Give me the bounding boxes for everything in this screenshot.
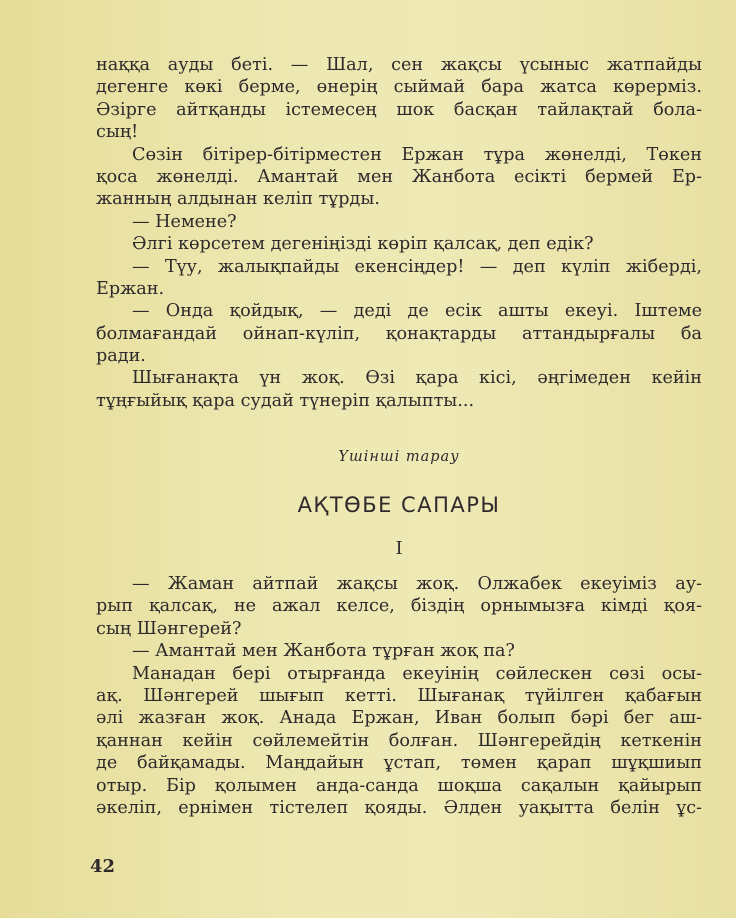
text-line: отыр. Бір қолымен анда-санда шоқша сақалын қайырып: [96, 775, 702, 796]
text-line: Шығанақта үн жоқ. Өзі қара кісі, әңгімеден кейін: [132, 368, 702, 389]
text-line: болмағандай ойнап-күліп, қонақтарды аттандырғалы ба: [96, 323, 702, 344]
chapter-label: Үшінші тарау: [338, 449, 460, 465]
text-line: Әзірге айтқанды істемесең шок басқан тайлақтай бола-: [96, 99, 702, 120]
text-line: ради.: [96, 346, 146, 367]
text-line: дегенге көкі берме, өнерің сыймай бара жатса көрерміз.: [96, 77, 702, 98]
body-text-top: [96, 54, 702, 412]
text-line: ақ. Шәнгерей шығып кетті. Шығанақ түйілген қабағын: [96, 685, 702, 706]
text-line: — Түу, жалықпайды екенсіңдер! — деп күліп жіберді,: [132, 256, 702, 277]
chapter-title: АҚТӨБЕ САПАРЫ: [297, 493, 501, 517]
text-line: рып қалсақ, не ажал келсе, біздің орнымызға кімді қоя-: [96, 596, 702, 617]
text-line: жанның алдынан келіп тұрды.: [96, 189, 380, 210]
text-line: — Онда қойдық, — деді де есік ашты екеуі. Іштеме: [132, 301, 702, 322]
text-line: қаннан кейін сөйлемейтін болған. Шәнгерейдің кеткенін: [96, 730, 702, 751]
text-line: әлі жазған жоқ. Анада Ержан, Иван болып бәрі бег аш-: [96, 708, 702, 729]
text-line: сың!: [96, 122, 139, 143]
text-line: әкеліп, ернімен тістелеп қояды. Әлден уақытта белін ұс-: [96, 797, 702, 818]
text-line: — Жаман айтпай жақсы жоқ. Олжабек екеуіміз ау-: [132, 574, 702, 594]
section-number: I: [395, 538, 403, 559]
text-line: Сөзін бітірер-бітірместен Ержан тұра жөнелді, Төкен: [132, 144, 702, 165]
text-line: Әлгі көрсетем дегеніңізді көріп қалсақ, деп едік?: [132, 234, 594, 255]
body-text-bottom: [96, 573, 702, 819]
text-line: де байқамады. Маңдайын ұстап, төмен қарап шұқшиып: [96, 753, 702, 774]
text-line: наққа ауды беті. — Шал, сен жақсы үсыныс жатпайды: [96, 55, 702, 75]
text-line: Манадан бері отырғанда екеуінің сөйлескен сөзі осы-: [132, 663, 702, 684]
text-line: Ержан.: [96, 278, 165, 299]
text-line: сың Шәнгерей?: [96, 618, 242, 639]
text-line: — Амантай мен Жанбота тұрған жоқ па?: [132, 641, 515, 662]
text-line: қоса жөнелді. Амантай мен Жанбота есікті бермей Ер-: [96, 166, 702, 187]
page-number: 42: [90, 856, 116, 877]
text-line: тұңғыйық қара судай түнеріп қалыпты...: [96, 390, 475, 411]
text-line: — Немене?: [132, 211, 237, 232]
